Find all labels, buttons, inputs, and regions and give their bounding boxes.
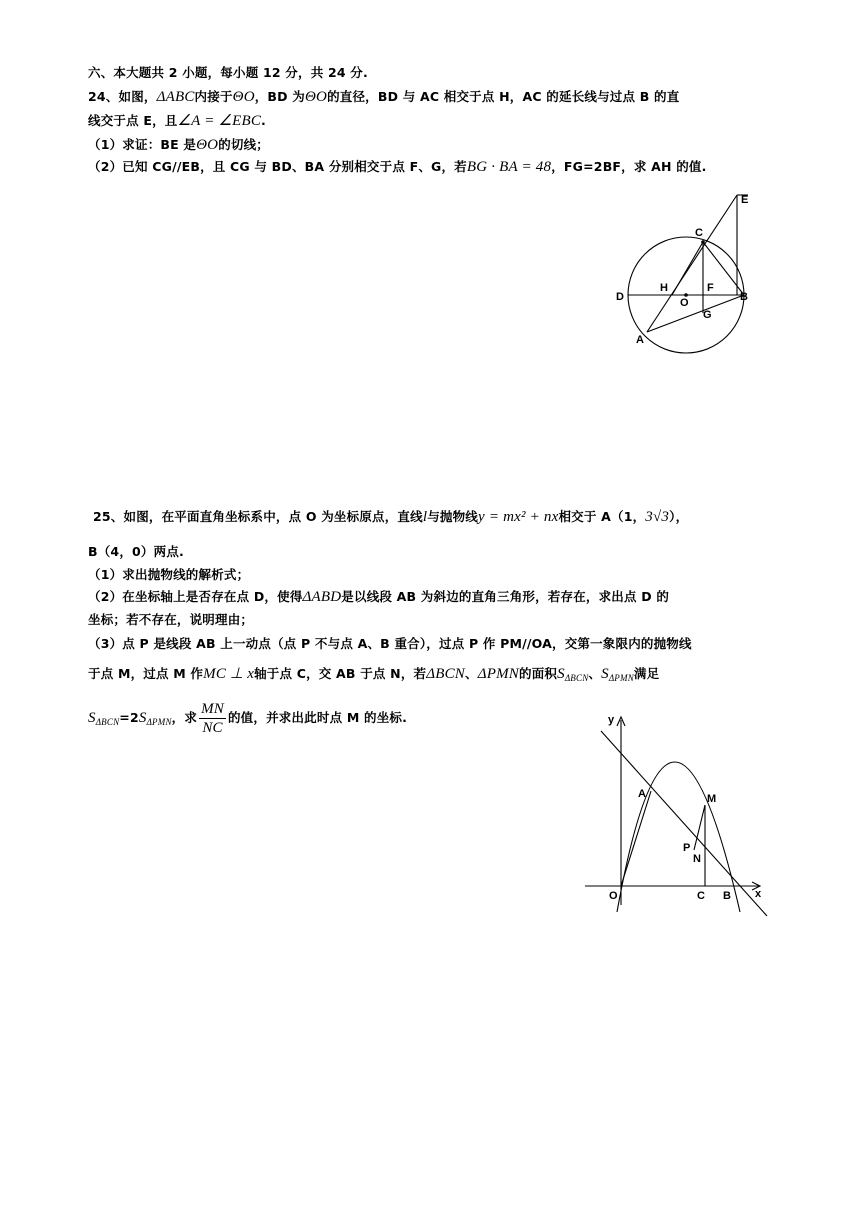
label-b2: B <box>723 890 731 902</box>
q25-line-1: 25、如图，在平面直角坐标系中，点 O 为坐标原点，直线l与抛物线y = mx² + nx相交于 A（1，3√3）， <box>93 509 689 525</box>
line-l <box>601 731 767 916</box>
q24-part-2: （2）已知 CG//EB，且 CG 与 BD、BA 分别相交于点 F、G，若BG · BA = 48，FG=2BF，求 AH 的值. <box>88 159 707 175</box>
label-o2: O <box>609 890 618 902</box>
label-x: x <box>755 888 762 900</box>
label-a2: A <box>638 788 646 800</box>
label-p: P <box>683 842 691 854</box>
label-h: H <box>660 282 668 294</box>
segment-oa <box>621 791 651 886</box>
label-m: M <box>707 793 717 805</box>
q25-part-2: （2）在坐标轴上是否存在点 D，使得ΔABD是以线段 AB 为斜边的直角三角形，若存在，求出点 D 的 <box>88 589 670 605</box>
section-heading: 六、本大题共 2 小题，每小题 12 分，共 24 分. <box>88 65 368 80</box>
label-a: A <box>636 334 644 346</box>
parabola <box>617 762 740 912</box>
q25-part-3-cont: 于点 M，过点 M 作MC ⊥ x轴于点 C，交 AB 于点 N，若ΔBCN、ΔPMN的面积$S_{\Delta BCN}$、$S_{\Delta PMN}$满足 <box>88 666 660 683</box>
label-f: F <box>707 282 714 294</box>
label-c: C <box>695 227 703 239</box>
label-y: y <box>608 714 615 726</box>
segment-pm <box>694 805 705 850</box>
q25-part-3: （3）点 P 是线段 AB 上一动点（点 P 不与点 A、B 重合），过点 P 作 PM//OA，交第一象限内的抛物线 <box>88 636 692 651</box>
q25-part-1: （1）求出抛物线的解析式； <box>88 567 250 582</box>
label-n: N <box>693 853 701 865</box>
fraction-mn-nc: $\frac{MN}{NC}$ <box>201 701 224 736</box>
q25-part-2-cont: 坐标；若不存在，说明理由； <box>88 612 254 627</box>
q24-line-1: 24、如图，ΔABC内接于ΘO，BD 为ΘO的直径，BD 与 AC 相交于点 H，AC 的延长线与过点 B 的直 <box>88 89 680 105</box>
q25-line-2: B（4，0）两点. <box>88 544 184 559</box>
q24-part-1: （1）求证：BE 是ΘO的切线； <box>88 137 270 153</box>
label-c2: C <box>697 890 705 902</box>
q24-line-2: 线交于点 E，且∠A = ∠EBC. <box>88 113 266 129</box>
label-d: D <box>616 291 624 303</box>
label-g: G <box>703 309 712 321</box>
label-o: O <box>680 297 689 309</box>
q25-part-3-final: $S_{\Delta BCN}=2S_{\Delta PMN}$，求 $\frac{MN}{NC}$ 的值，并求出此时点 M 的坐标. <box>88 701 408 736</box>
label-b: B <box>740 291 748 303</box>
label-e: E <box>741 194 749 206</box>
